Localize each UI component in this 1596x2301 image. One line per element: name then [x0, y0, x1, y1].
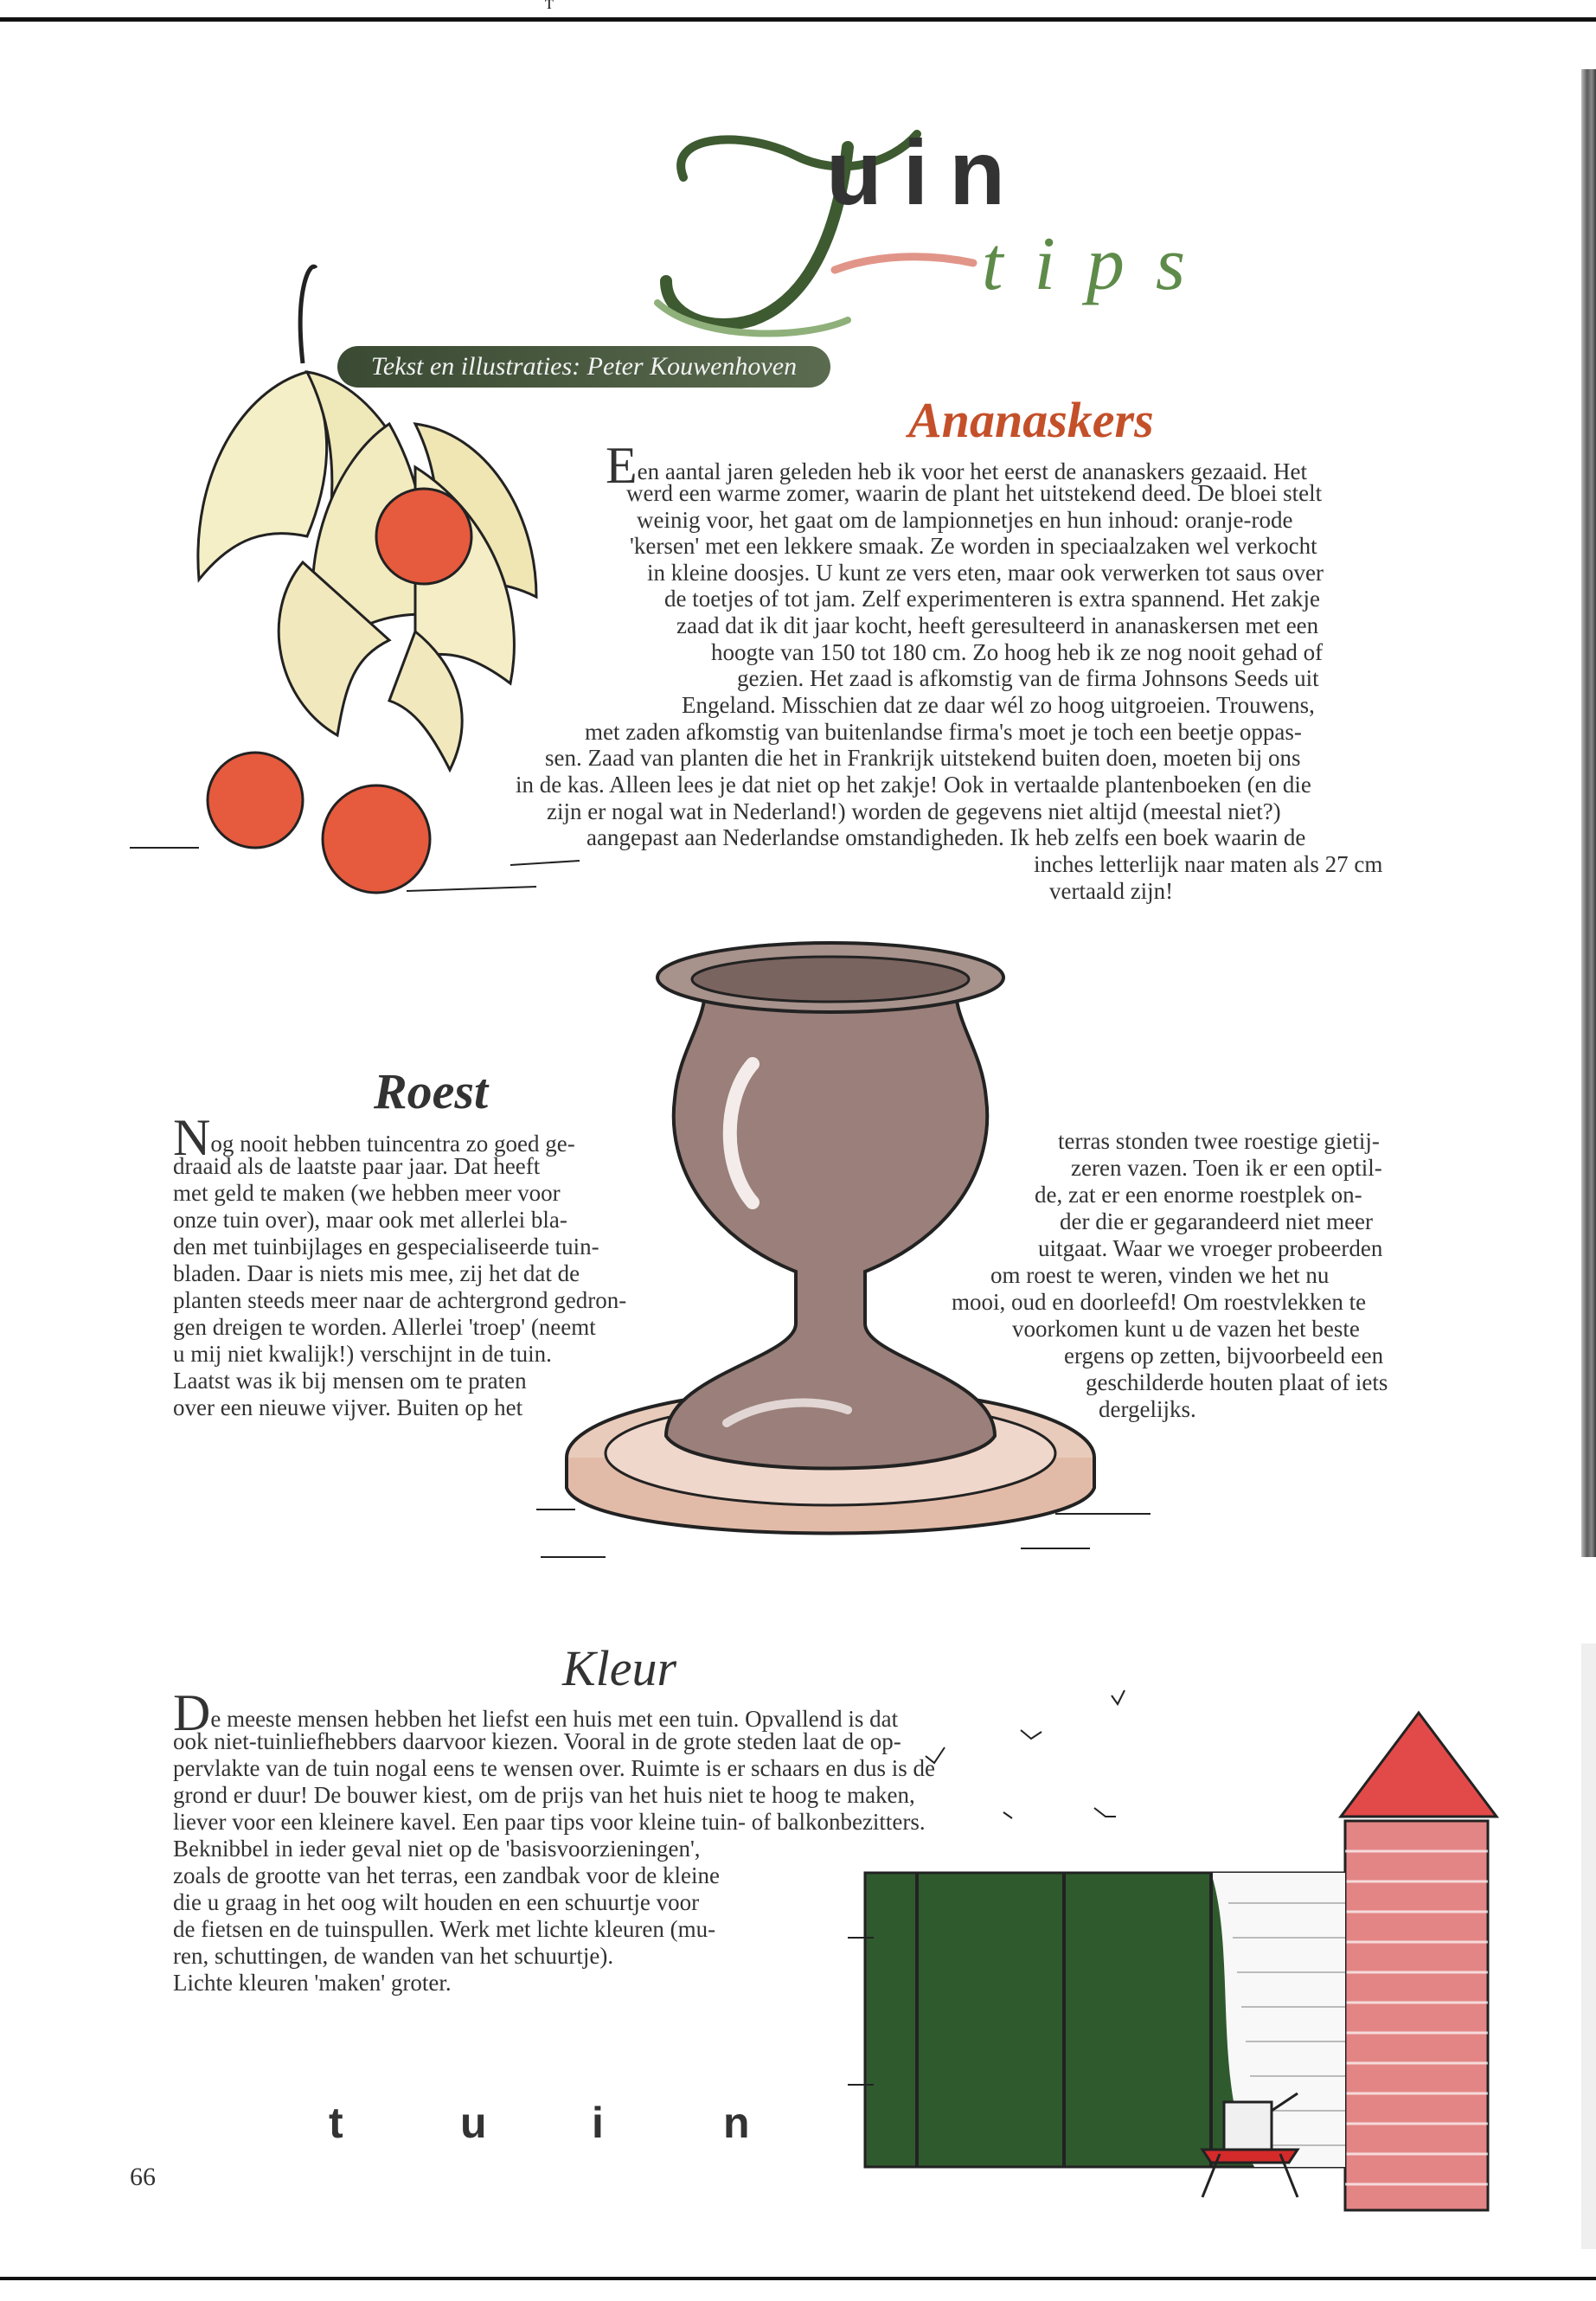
roest-right-line-4: uitgaat. Waar we vroeger probeerden [1038, 1235, 1383, 1261]
kleur-line-10: Lichte kleuren 'maken' groter. [173, 1970, 452, 1996]
roest-right-line-10: dergelijks. [1099, 1396, 1196, 1422]
ananaskers-line-10: met zaden afkomstig van buitenlandse firma's moet je toch een beetje oppas- [585, 719, 1302, 745]
kleur-line-8: de fietsen en de tuinspullen. Werk met lichte kleuren (mu- [173, 1916, 716, 1942]
footer-letter: n [723, 2099, 750, 2147]
ananaskers-line-16: vertaald zijn! [1049, 878, 1174, 904]
title-main: uin [826, 122, 1026, 224]
ananaskers-line-0: Een aantal jaren geleden heb ik voor het eerst de ananaskers gezaaid. Het [606, 437, 1308, 494]
ananaskers-dropcap: E [606, 437, 638, 494]
roest-left-line-5: bladen. Daar is niets mis mee, zij het dat de [173, 1260, 580, 1286]
ananaskers-line-4: in kleine doosjes. U kunt ze vers eten, maar ook verwerken tot saus over [647, 560, 1324, 586]
roest-left-line-7: gen dreigen te worden. Allerlei 'troep' (neemt [173, 1314, 596, 1340]
roest-right-line-1: zeren vazen. Toen ik er een optil- [1071, 1155, 1382, 1181]
roest-left-line-3: onze tuin over), maar ook met allerlei bla- [173, 1207, 567, 1233]
kleur-line-4: liever voor een kleinere kavel. Een paar tips voor kleine tuin- of balkonbezitters. [173, 1809, 926, 1835]
ananaskers-line-12: in de kas. Alleen lees je dat niet op het zakje! Ook in vertaalde plantenboeken (en die [516, 772, 1311, 798]
kleur-dropcap: D [173, 1684, 211, 1741]
roest-left-line-2: met geld te maken (we hebben meer voor [173, 1180, 561, 1206]
kleur-line-1: ook niet-tuinliefhebbers daarvoor kiezen. Vooral in de grote steden laat de op- [173, 1728, 901, 1754]
footer-letter: u [460, 2099, 487, 2147]
roest-left-line-10: over een nieuwe vijver. Buiten op het [173, 1394, 523, 1420]
roest-left-line-9: Laatst was ik bij mensen om te praten [173, 1368, 527, 1394]
title-brush-stroke [830, 251, 977, 277]
ananaskers-line-9: Engeland. Misschien dat ze daar wél zo hoog uitgroeien. Trouwens, [682, 692, 1315, 718]
garden-illustration [848, 1678, 1574, 2214]
heading-ananaskers: Ananaskers [908, 392, 1154, 448]
adjacent-page-edge-lower [1581, 1644, 1596, 2249]
ananaskers-line-5: de toetjes of tot jam. Zelf experimenteren is extra spannend. Het zakje [664, 586, 1320, 612]
roest-right-line-6: mooi, oud en doorleefd! Om roestvlekken te [952, 1289, 1367, 1315]
kleur-line-9: ren, schuttingen, de wanden van het schuurtje). [173, 1943, 614, 1969]
title-initial: T [545, 0, 554, 12]
ananaskers-line-14: aangepast aan Nederlandse omstandigheden. Ik heb zelfs een boek waarin de [586, 824, 1306, 850]
roest-right-line-2: de, zat er een enorme roestplek on- [1035, 1182, 1362, 1208]
kleur-line-3: grond er duur! De bouwer kiest, om de prijs van het huis niet te hoog te maken, [173, 1782, 915, 1808]
roest-left-line-6: planten steeds meer naar de achtergrond gedron- [173, 1287, 627, 1313]
footer-letter: i [592, 2099, 604, 2147]
kleur-line-0: De meeste mensen hebben het liefst een huis met een tuin. Opvallend is dat [173, 1684, 899, 1741]
roest-left-line-0: Nog nooit hebben tuincentra zo goed ge- [173, 1109, 575, 1166]
kleur-line-7: die u graag in het oog wilt houden en een schuurtje voor [173, 1889, 700, 1915]
top-rule [0, 17, 1596, 22]
kleur-line-2: pervlakte van de tuin nogal eens te wensen over. Ruimte is er schaars en dus is de [173, 1755, 935, 1781]
heading-roest: Roest [374, 1063, 489, 1119]
bottom-rule [0, 2277, 1596, 2280]
kleur-line-6: zoals de grootte van het terras, een zandbak voor de kleine [173, 1862, 720, 1888]
roest-right-line-9: geschilderde houten plaat of iets [1086, 1369, 1388, 1395]
byline: Tekst en illustraties: Peter Kouwenhoven [337, 346, 830, 388]
roest-left-line-8: u mij niet kwalijk!) verschijnt in de tuin. [173, 1341, 552, 1367]
ananaskers-line-6: zaad dat ik dit jaar kocht, heeft geresulteerd in ananaskersen met een [676, 612, 1319, 638]
ananaskers-line-2: weinig voor, het gaat om de lampionnetjes en hun inhoud: oranje-rode [637, 507, 1293, 533]
title-sub: tips [982, 222, 1217, 306]
ananaskers-line-3: 'kersen' met een lekkere smaak. Ze worden in speciaalzaken wel verkocht [630, 533, 1317, 559]
adjacent-page-edge [1581, 69, 1596, 1557]
ananaskers-line-7: hoogte van 150 tot 180 cm. Zo hoog heb ik ze nog nooit gehad of [711, 639, 1324, 665]
heading-kleur: Kleur [562, 1640, 677, 1696]
footer-letter: t [329, 2099, 343, 2147]
roest-right-line-3: der die er gegarandeerd niet meer [1060, 1208, 1374, 1234]
kleur-line-5: Beknibbel in ieder geval niet op de 'basisvoorzieningen', [173, 1836, 701, 1862]
ananaskers-line-13: zijn er nogal wat in Nederland!) worden de gegevens niet altijd (meestal niet?) [547, 798, 1281, 824]
ananaskers-line-1: werd een warme zomer, waarin de plant het uitstekend deed. De bloei stelt [626, 480, 1323, 506]
ananaskers-line-8: gezien. Het zaad is afkomstig van de firma Johnsons Seeds uit [737, 665, 1319, 691]
page-number: 66 [130, 2163, 156, 2191]
ananaskers-line-11: sen. Zaad van planten die het in Frankrijk uitstekend buiten doen, moeten bij ons [545, 745, 1301, 771]
footer-word [329, 2098, 855, 2148]
roest-left-line-4: den met tuinbijlages en gespecialiseerde tuin- [173, 1234, 599, 1259]
ananaskers-line-15: inches letterlijk naar maten als 27 cm [1034, 851, 1383, 877]
roest-dropcap: N [173, 1109, 211, 1166]
roest-right-line-5: om roest te weren, vinden we het nu [990, 1262, 1330, 1288]
roest-right-line-8: ergens op zetten, bijvoorbeeld een [1064, 1343, 1384, 1368]
roest-left-line-1: draaid als de laatste paar jaar. Dat heeft [173, 1153, 541, 1179]
roest-right-line-7: voorkomen kunt u de vazen het beste [1012, 1316, 1360, 1342]
roest-right-line-0: terras stonden twee roestige gietij- [1058, 1128, 1380, 1154]
